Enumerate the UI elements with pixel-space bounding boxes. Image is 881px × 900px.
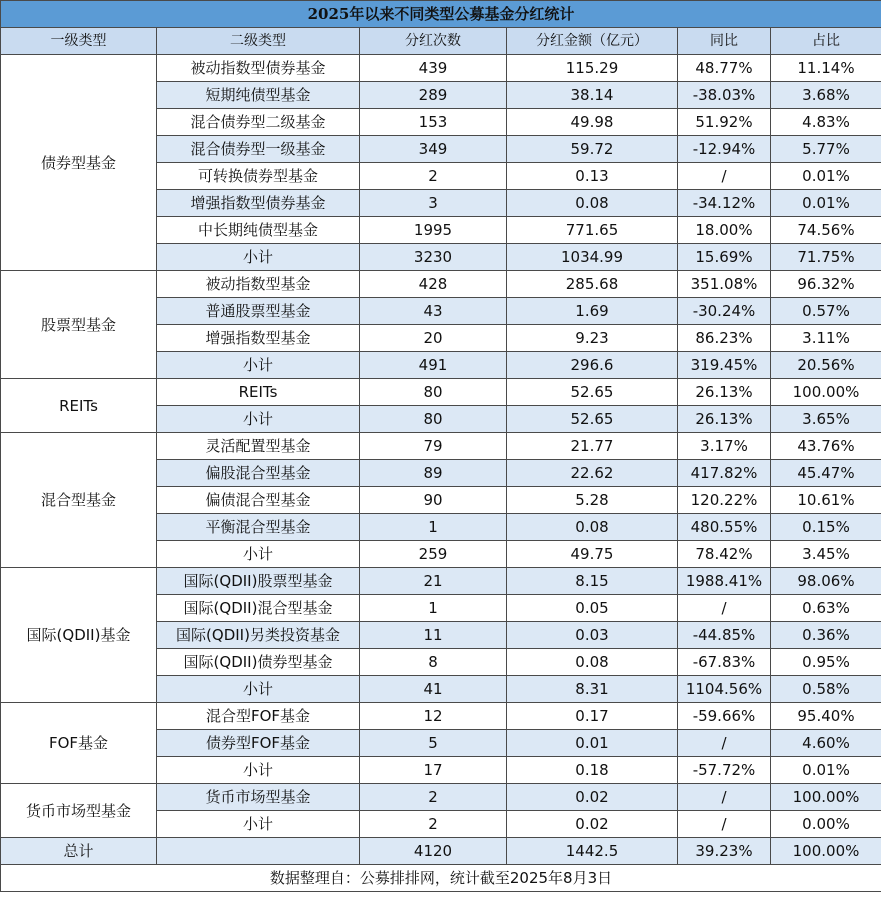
- yoy-cell: 48.77%: [678, 55, 771, 82]
- share-cell: 4.83%: [771, 109, 881, 136]
- dividend-amount-cell: 59.72: [507, 136, 678, 163]
- dividend-amount-cell: 0.08: [507, 649, 678, 676]
- total-row: [1, 838, 881, 865]
- share-cell: 0.36%: [771, 622, 881, 649]
- dividend-amount-cell: 0.05: [507, 595, 678, 622]
- dividend-count-cell: 491: [360, 352, 507, 379]
- share-cell: 11.14%: [771, 55, 881, 82]
- share-cell: 5.77%: [771, 136, 881, 163]
- secondary-type-cell: 短期纯债型基金: [157, 82, 360, 109]
- yoy-cell: 480.55%: [678, 514, 771, 541]
- secondary-type-cell: 平衡混合型基金: [157, 514, 360, 541]
- yoy-cell: 1988.41%: [678, 568, 771, 595]
- secondary-type-cell: 债券型FOF基金: [157, 730, 360, 757]
- share-cell: 95.40%: [771, 703, 881, 730]
- yoy-cell: -44.85%: [678, 622, 771, 649]
- yoy-cell: /: [678, 595, 771, 622]
- dividend-count-cell: 8: [360, 649, 507, 676]
- dividend-count-cell: 90: [360, 487, 507, 514]
- primary-type-cell: 股票型基金: [1, 271, 157, 379]
- dividend-amount-cell: 38.14: [507, 82, 678, 109]
- dividend-amount-cell: 9.23: [507, 325, 678, 352]
- dividend-count-cell: 21: [360, 568, 507, 595]
- dividend-count-cell: 80: [360, 406, 507, 433]
- secondary-type-cell: 小计: [157, 406, 360, 433]
- total-secondary: [157, 838, 360, 865]
- share-cell: 3.11%: [771, 325, 881, 352]
- share-cell: 0.15%: [771, 514, 881, 541]
- dividend-amount-cell: 0.08: [507, 514, 678, 541]
- yoy-cell: -30.24%: [678, 298, 771, 325]
- dividend-amount-cell: 5.28: [507, 487, 678, 514]
- yoy-cell: 3.17%: [678, 433, 771, 460]
- dividend-count-cell: 1: [360, 514, 507, 541]
- share-cell: 74.56%: [771, 217, 881, 244]
- dividend-amount-cell: 0.08: [507, 190, 678, 217]
- yoy-cell: -34.12%: [678, 190, 771, 217]
- yoy-cell: 18.00%: [678, 217, 771, 244]
- dividend-amount-cell: 0.01: [507, 730, 678, 757]
- share-cell: 0.01%: [771, 190, 881, 217]
- share-cell: 0.63%: [771, 595, 881, 622]
- yoy-cell: -67.83%: [678, 649, 771, 676]
- source-note: 数据整理自：公募排排网，统计截至2025年8月3日: [1, 865, 881, 892]
- header-secondary-type: 二级类型: [157, 28, 360, 55]
- dividend-amount-cell: 52.65: [507, 406, 678, 433]
- dividend-count-cell: 2: [360, 163, 507, 190]
- share-cell: 3.45%: [771, 541, 881, 568]
- secondary-type-cell: 国际(QDII)混合型基金: [157, 595, 360, 622]
- total-count: 4120: [360, 838, 507, 865]
- dividend-amount-cell: 22.62: [507, 460, 678, 487]
- yoy-cell: /: [678, 784, 771, 811]
- share-cell: 0.58%: [771, 676, 881, 703]
- table-row: [1, 784, 881, 811]
- secondary-type-cell: 小计: [157, 244, 360, 271]
- table-row: [1, 568, 881, 595]
- secondary-type-cell: 偏股混合型基金: [157, 460, 360, 487]
- table-row: [1, 379, 881, 406]
- dividend-amount-cell: 49.98: [507, 109, 678, 136]
- dividend-count-cell: 153: [360, 109, 507, 136]
- yoy-cell: 78.42%: [678, 541, 771, 568]
- table-row: [1, 433, 881, 460]
- dividend-count-cell: 1995: [360, 217, 507, 244]
- secondary-type-cell: 小计: [157, 676, 360, 703]
- total-label: 总计: [1, 838, 157, 865]
- yoy-cell: 319.45%: [678, 352, 771, 379]
- secondary-type-cell: 被动指数型债券基金: [157, 55, 360, 82]
- secondary-type-cell: 偏债混合型基金: [157, 487, 360, 514]
- dividend-amount-cell: 115.29: [507, 55, 678, 82]
- dividend-count-cell: 80: [360, 379, 507, 406]
- dividend-count-cell: 5: [360, 730, 507, 757]
- header-share: 占比: [771, 28, 881, 55]
- share-cell: 4.60%: [771, 730, 881, 757]
- dividend-count-cell: 428: [360, 271, 507, 298]
- secondary-type-cell: 混合债券型二级基金: [157, 109, 360, 136]
- yoy-cell: /: [678, 163, 771, 190]
- yoy-cell: -57.72%: [678, 757, 771, 784]
- share-cell: 0.00%: [771, 811, 881, 838]
- share-cell: 0.57%: [771, 298, 881, 325]
- table-title: 2025年以来不同类型公募基金分红统计: [1, 1, 881, 28]
- dividend-amount-cell: 8.15: [507, 568, 678, 595]
- dividend-count-cell: 2: [360, 784, 507, 811]
- yoy-cell: 15.69%: [678, 244, 771, 271]
- secondary-type-cell: 国际(QDII)另类投资基金: [157, 622, 360, 649]
- dividend-amount-cell: 1034.99: [507, 244, 678, 271]
- dividend-count-cell: 289: [360, 82, 507, 109]
- secondary-type-cell: 国际(QDII)股票型基金: [157, 568, 360, 595]
- share-cell: 96.32%: [771, 271, 881, 298]
- secondary-type-cell: 国际(QDII)债券型基金: [157, 649, 360, 676]
- secondary-type-cell: 小计: [157, 541, 360, 568]
- table-row: [1, 271, 881, 298]
- dividend-count-cell: 3230: [360, 244, 507, 271]
- yoy-cell: 120.22%: [678, 487, 771, 514]
- dividend-count-cell: 20: [360, 325, 507, 352]
- table-row: [1, 703, 881, 730]
- yoy-cell: 26.13%: [678, 406, 771, 433]
- secondary-type-cell: 小计: [157, 811, 360, 838]
- share-cell: 100.00%: [771, 379, 881, 406]
- dividend-amount-cell: 8.31: [507, 676, 678, 703]
- share-cell: 100.00%: [771, 784, 881, 811]
- table-row: [1, 55, 881, 82]
- dividend-count-cell: 1: [360, 595, 507, 622]
- primary-type-cell: REITs: [1, 379, 157, 433]
- primary-type-cell: 国际(QDII)基金: [1, 568, 157, 703]
- secondary-type-cell: 混合债券型一级基金: [157, 136, 360, 163]
- dividend-count-cell: 43: [360, 298, 507, 325]
- share-cell: 10.61%: [771, 487, 881, 514]
- secondary-type-cell: 货币市场型基金: [157, 784, 360, 811]
- yoy-cell: -12.94%: [678, 136, 771, 163]
- header-row: [1, 28, 881, 55]
- share-cell: 0.95%: [771, 649, 881, 676]
- yoy-cell: /: [678, 811, 771, 838]
- share-cell: 3.65%: [771, 406, 881, 433]
- primary-type-cell: 债券型基金: [1, 55, 157, 271]
- secondary-type-cell: 增强指数型基金: [157, 325, 360, 352]
- yoy-cell: -38.03%: [678, 82, 771, 109]
- total-amount: 1442.5: [507, 838, 678, 865]
- yoy-cell: 86.23%: [678, 325, 771, 352]
- yoy-cell: 351.08%: [678, 271, 771, 298]
- dividend-count-cell: 12: [360, 703, 507, 730]
- header-dividend-amount: 分红金额（亿元）: [507, 28, 678, 55]
- dividend-count-cell: 2: [360, 811, 507, 838]
- primary-type-cell: FOF基金: [1, 703, 157, 784]
- secondary-type-cell: 小计: [157, 757, 360, 784]
- dividend-count-cell: 439: [360, 55, 507, 82]
- dividend-count-cell: 41: [360, 676, 507, 703]
- dividend-amount-cell: 0.13: [507, 163, 678, 190]
- primary-type-cell: 货币市场型基金: [1, 784, 157, 838]
- dividend-amount-cell: 296.6: [507, 352, 678, 379]
- yoy-cell: /: [678, 730, 771, 757]
- dividend-amount-cell: 0.02: [507, 784, 678, 811]
- secondary-type-cell: 中长期纯债型基金: [157, 217, 360, 244]
- secondary-type-cell: 被动指数型基金: [157, 271, 360, 298]
- share-cell: 71.75%: [771, 244, 881, 271]
- dividend-amount-cell: 0.03: [507, 622, 678, 649]
- yoy-cell: -59.66%: [678, 703, 771, 730]
- dividend-count-cell: 79: [360, 433, 507, 460]
- primary-type-cell: 混合型基金: [1, 433, 157, 568]
- header-primary-type: 一级类型: [1, 28, 157, 55]
- secondary-type-cell: 增强指数型债券基金: [157, 190, 360, 217]
- dividend-amount-cell: 49.75: [507, 541, 678, 568]
- dividend-count-cell: 17: [360, 757, 507, 784]
- dividend-amount-cell: 52.65: [507, 379, 678, 406]
- yoy-cell: 417.82%: [678, 460, 771, 487]
- footer-row: [1, 865, 881, 892]
- yoy-cell: 51.92%: [678, 109, 771, 136]
- dividend-amount-cell: 285.68: [507, 271, 678, 298]
- dividend-count-cell: 11: [360, 622, 507, 649]
- secondary-type-cell: 可转换债券型基金: [157, 163, 360, 190]
- dividend-amount-cell: 0.02: [507, 811, 678, 838]
- dividend-amount-cell: 1.69: [507, 298, 678, 325]
- share-cell: 3.68%: [771, 82, 881, 109]
- secondary-type-cell: 灵活配置型基金: [157, 433, 360, 460]
- secondary-type-cell: 混合型FOF基金: [157, 703, 360, 730]
- header-yoy: 同比: [678, 28, 771, 55]
- dividend-amount-cell: 21.77: [507, 433, 678, 460]
- dividend-count-cell: 259: [360, 541, 507, 568]
- share-cell: 98.06%: [771, 568, 881, 595]
- secondary-type-cell: REITs: [157, 379, 360, 406]
- dividend-amount-cell: 0.18: [507, 757, 678, 784]
- total-share: 100.00%: [771, 838, 881, 865]
- yoy-cell: 1104.56%: [678, 676, 771, 703]
- secondary-type-cell: 普通股票型基金: [157, 298, 360, 325]
- dividend-count-cell: 349: [360, 136, 507, 163]
- share-cell: 0.01%: [771, 163, 881, 190]
- header-dividend-count: 分红次数: [360, 28, 507, 55]
- share-cell: 45.47%: [771, 460, 881, 487]
- share-cell: 43.76%: [771, 433, 881, 460]
- share-cell: 20.56%: [771, 352, 881, 379]
- dividend-count-cell: 89: [360, 460, 507, 487]
- yoy-cell: 26.13%: [678, 379, 771, 406]
- dividend-amount-cell: 771.65: [507, 217, 678, 244]
- dividend-amount-cell: 0.17: [507, 703, 678, 730]
- total-yoy: 39.23%: [678, 838, 771, 865]
- share-cell: 0.01%: [771, 757, 881, 784]
- secondary-type-cell: 小计: [157, 352, 360, 379]
- dividend-count-cell: 3: [360, 190, 507, 217]
